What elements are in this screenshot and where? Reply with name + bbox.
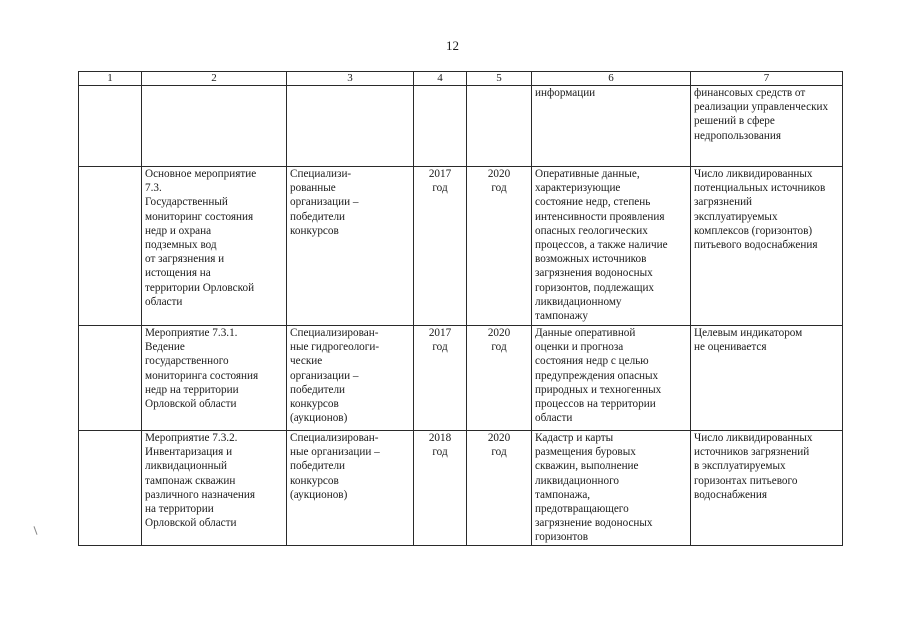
- executor-cell: Специализирован- ные гидрогеологи- ческие организации – победители конкурсов (аукционов): [287, 326, 414, 431]
- start-year-cell: [414, 86, 467, 167]
- row-number-cell: [79, 167, 142, 326]
- executor-cell: [287, 86, 414, 167]
- header-cell-1: 1: [79, 72, 142, 86]
- start-year-cell: 2017 год: [414, 326, 467, 431]
- activity-cell: Мероприятие 7.3.1. Ведение государственного мониторинга состояния недр на территории Орловской области: [142, 326, 287, 431]
- header-cell-4: 4: [414, 72, 467, 86]
- indicator-cell: финансовых средств от реализации управленческих решений в сфере недропользования: [691, 86, 843, 167]
- start-year-cell: 2017 год: [414, 167, 467, 326]
- activity-cell: Мероприятие 7.3.2. Инвентаризация и ликвидационный тампонаж скважин различного назначения на территории Орловской области: [142, 431, 287, 546]
- page-number: 12: [446, 38, 459, 53]
- executor-cell: Специализи- рованные организации – победители конкурсов: [287, 167, 414, 326]
- header-cell-3: 3: [287, 72, 414, 86]
- indicator-cell: Число ликвидированных потенциальных источников загрязнений эксплуатируемых комплексов (горизонтов) питьевого водоснабжения: [691, 167, 843, 326]
- end-year-cell: [467, 86, 532, 167]
- margin-mark: [33, 526, 37, 535]
- header-cell-5: 5: [467, 72, 532, 86]
- executor-cell: Специализирован- ные организации – победители конкурсов (аукционов): [287, 431, 414, 546]
- table-row: [79, 167, 843, 326]
- program-table: [78, 71, 843, 546]
- header-cell-7: 7: [691, 72, 843, 86]
- table-row: [79, 326, 843, 431]
- header-row: [79, 72, 843, 86]
- result-cell: Данные оперативной оценки и прогноза состояния недр с целью предупреждения опасных природных и техногенных процессов на территории области: [532, 326, 691, 431]
- end-year-cell: 2020 год: [467, 167, 532, 326]
- result-cell: Оперативные данные, характеризующие состояние недр, степень интенсивности проявления опасных геологических процессов, а также наличие возможных источников загрязнения водоносных горизонтов, подлежащих ликвидационному тампонажу: [532, 167, 691, 326]
- table-row: [79, 431, 843, 546]
- result-cell: информации: [532, 86, 691, 167]
- row-number-cell: [79, 431, 142, 546]
- row-number-cell: [79, 86, 142, 167]
- end-year-cell: 2020 год: [467, 326, 532, 431]
- activity-cell: [142, 86, 287, 167]
- row-number-cell: [79, 326, 142, 431]
- end-year-cell: 2020 год: [467, 431, 532, 546]
- start-year-cell: 2018 год: [414, 431, 467, 546]
- header-cell-6: 6: [532, 72, 691, 86]
- indicator-cell: Целевым индикатором не оценивается: [691, 326, 843, 431]
- table-row: [79, 86, 843, 167]
- indicator-cell: Число ликвидированных источников загрязнений в эксплуатируемых горизонтах питьевого водоснабжения: [691, 431, 843, 546]
- result-cell: Кадастр и карты размещения буровых скважин, выполнение ликвидационного тампонажа, предотвращающего загрязнение водоносных горизонтов: [532, 431, 691, 546]
- activity-cell: Основное мероприятие 7.3. Государственный мониторинг состояния недр и охрана подземных вод от загрязнения и истощения на территории Орловской области: [142, 167, 287, 326]
- header-cell-2: 2: [142, 72, 287, 86]
